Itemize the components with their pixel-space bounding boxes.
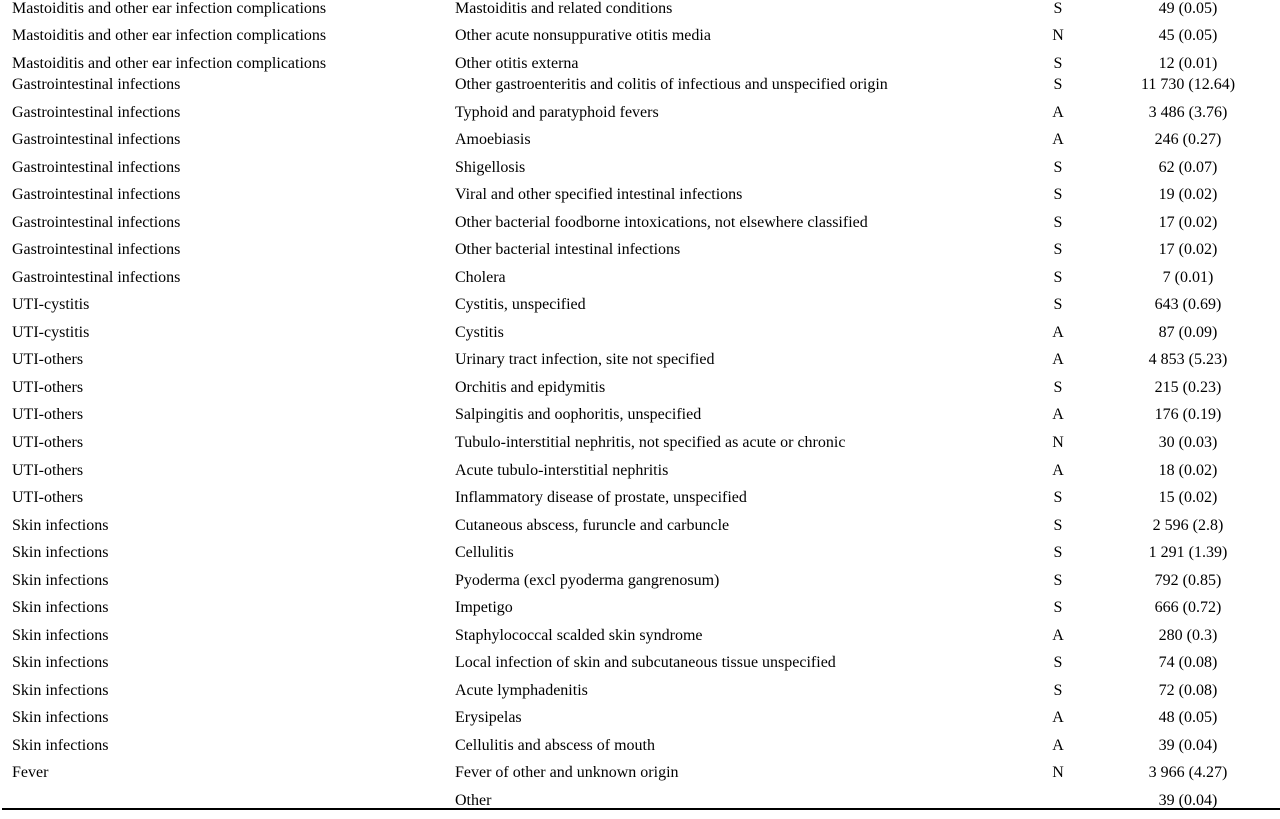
count-cell: 39 (0.04): [1158, 737, 1218, 754]
class-cell: S: [1053, 186, 1063, 203]
diagnosis-cell: Acute tubulo-interstitial nephritis: [455, 462, 669, 479]
table-row: [0, 517, 1280, 544]
group-cell: Gastrointestinal infections: [12, 186, 181, 203]
diagnosis-cell: Amoebiasis: [455, 131, 531, 148]
count-cell: 30 (0.03): [1158, 434, 1218, 451]
table-row: [0, 654, 1280, 681]
diagnosis-cell: Mastoiditis and related conditions: [455, 0, 673, 17]
diagnosis-cell: Typhoid and paratyphoid fevers: [455, 104, 659, 121]
count-cell: 4 853 (5.23): [1148, 351, 1228, 368]
count-cell: 18 (0.02): [1158, 462, 1218, 479]
diagnosis-cell: Local infection of skin and subcutaneous tissue unspecified: [455, 654, 836, 671]
table-row: [0, 186, 1280, 213]
class-cell: S: [1053, 296, 1063, 313]
count-cell: 666 (0.72): [1154, 599, 1222, 616]
table-row: [0, 104, 1280, 131]
table-row: [0, 709, 1280, 736]
class-cell: S: [1053, 544, 1063, 561]
group-cell: UTI-others: [12, 351, 84, 368]
class-cell: S: [1053, 682, 1063, 699]
table-row: [0, 682, 1280, 709]
count-cell: 3 486 (3.76): [1148, 104, 1228, 121]
diagnosis-cell: Viral and other specified intestinal infections: [455, 186, 743, 203]
count-cell: 15 (0.02): [1158, 489, 1218, 506]
count-cell: 246 (0.27): [1154, 131, 1222, 148]
diagnosis-cell: Salpingitis and oophoritis, unspecified: [455, 406, 702, 423]
diagnosis-cell: Cholera: [455, 269, 506, 286]
table-row: [0, 737, 1280, 764]
diagnosis-cell: Inflammatory disease of prostate, unspecified: [455, 489, 747, 506]
group-cell: Gastrointestinal infections: [12, 76, 181, 93]
table-row: [0, 296, 1280, 323]
count-cell: 39 (0.04): [1158, 792, 1218, 809]
class-cell: S: [1053, 269, 1063, 286]
table-row: [0, 462, 1280, 489]
table-row: [0, 269, 1280, 296]
table-row: [0, 434, 1280, 461]
diagnosis-cell: Other otitis externa: [455, 55, 579, 72]
diagnosis-cell: Tubulo-interstitial nephritis, not specified as acute or chronic: [455, 434, 846, 451]
table-row: [0, 27, 1280, 54]
class-cell: S: [1053, 572, 1063, 589]
class-cell: S: [1053, 517, 1063, 534]
group-cell: UTI-cystitis: [12, 296, 90, 313]
table-row: [0, 379, 1280, 406]
class-cell: A: [1052, 737, 1064, 754]
group-cell: Mastoiditis and other ear infection complications: [12, 0, 327, 17]
count-cell: 643 (0.69): [1154, 296, 1222, 313]
diagnosis-cell: Other: [455, 792, 492, 809]
count-cell: 176 (0.19): [1154, 406, 1222, 423]
group-cell: UTI-others: [12, 462, 84, 479]
count-cell: 792 (0.85): [1154, 572, 1222, 589]
group-cell: Skin infections: [12, 682, 109, 699]
table-bottom-rule: [2, 808, 1280, 810]
diagnosis-cell: Acute lymphadenitis: [455, 682, 588, 699]
count-cell: 87 (0.09): [1158, 324, 1218, 341]
count-cell: 74 (0.08): [1158, 654, 1218, 671]
class-cell: A: [1052, 324, 1064, 341]
table-row: [0, 764, 1280, 791]
diagnosis-cell: Shigellosis: [455, 159, 526, 176]
count-cell: 17 (0.02): [1158, 214, 1218, 231]
count-cell: 215 (0.23): [1154, 379, 1222, 396]
count-cell: 11 730 (12.64): [1140, 76, 1236, 93]
group-cell: UTI-others: [12, 434, 84, 451]
group-cell: UTI-cystitis: [12, 324, 90, 341]
class-cell: S: [1053, 0, 1063, 17]
class-cell: A: [1052, 462, 1064, 479]
diagnosis-cell: Staphylococcal scalded skin syndrome: [455, 627, 703, 644]
count-cell: 12 (0.01): [1158, 55, 1218, 72]
class-cell: S: [1053, 214, 1063, 231]
count-cell: 17 (0.02): [1158, 241, 1218, 258]
table-row: [0, 0, 1280, 27]
table-row: [0, 76, 1280, 103]
class-cell: A: [1052, 406, 1064, 423]
diagnosis-cell: Cellulitis and abscess of mouth: [455, 737, 655, 754]
count-cell: 280 (0.3): [1158, 627, 1218, 644]
diagnosis-cell: Cutaneous abscess, furuncle and carbuncle: [455, 517, 730, 534]
class-cell: S: [1053, 55, 1063, 72]
table-row: [0, 627, 1280, 654]
table-row: [0, 131, 1280, 158]
table-row: [0, 544, 1280, 571]
diagnosis-cell: Other gastroenteritis and colitis of infectious and unspecified origin: [455, 76, 888, 93]
diagnosis-cell: Cellulitis: [455, 544, 514, 561]
diagnosis-cell: Erysipelas: [455, 709, 522, 726]
diagnosis-cell: Orchitis and epidymitis: [455, 379, 606, 396]
group-cell: Skin infections: [12, 517, 109, 534]
class-cell: S: [1053, 241, 1063, 258]
class-cell: S: [1053, 599, 1063, 616]
group-cell: Gastrointestinal infections: [12, 104, 181, 121]
count-cell: 72 (0.08): [1158, 682, 1218, 699]
class-cell: S: [1053, 379, 1063, 396]
table-row: [0, 159, 1280, 186]
table-row: [0, 792, 1280, 819]
group-cell: Gastrointestinal infections: [12, 159, 181, 176]
diagnosis-cell: Cystitis: [455, 324, 504, 341]
group-cell: Gastrointestinal infections: [12, 131, 181, 148]
table-row: [0, 599, 1280, 626]
count-cell: 45 (0.05): [1158, 27, 1218, 44]
diagnosis-cell: Other bacterial intestinal infections: [455, 241, 681, 258]
diagnosis-cell: Other bacterial foodborne intoxications, not elsewhere classified: [455, 214, 868, 231]
group-cell: UTI-others: [12, 406, 84, 423]
group-cell: Gastrointestinal infections: [12, 214, 181, 231]
diagnosis-cell: Pyoderma (excl pyoderma gangrenosum): [455, 572, 720, 589]
class-cell: S: [1053, 76, 1063, 93]
diagnosis-cell: Cystitis, unspecified: [455, 296, 586, 313]
group-cell: UTI-others: [12, 489, 84, 506]
class-cell: A: [1052, 709, 1064, 726]
count-cell: 19 (0.02): [1158, 186, 1218, 203]
group-cell: Skin infections: [12, 544, 109, 561]
table-row: [0, 406, 1280, 433]
group-cell: Fever: [12, 764, 49, 781]
class-cell: A: [1052, 627, 1064, 644]
group-cell: Skin infections: [12, 737, 109, 754]
group-cell: UTI-others: [12, 379, 84, 396]
group-cell: Mastoiditis and other ear infection complications: [12, 55, 327, 72]
group-cell: Gastrointestinal infections: [12, 269, 181, 286]
class-cell: N: [1052, 434, 1064, 451]
count-cell: 3 966 (4.27): [1148, 764, 1228, 781]
diagnosis-cell: Urinary tract infection, site not specified: [455, 351, 715, 368]
group-cell: Gastrointestinal infections: [12, 241, 181, 258]
table-row: [0, 241, 1280, 268]
group-cell: Skin infections: [12, 599, 109, 616]
class-cell: S: [1053, 654, 1063, 671]
count-cell: 62 (0.07): [1158, 159, 1218, 176]
group-cell: Skin infections: [12, 627, 109, 644]
table-row: [0, 572, 1280, 599]
count-cell: 2 596 (2.8): [1152, 517, 1224, 534]
class-cell: A: [1052, 351, 1064, 368]
group-cell: Skin infections: [12, 709, 109, 726]
class-cell: S: [1053, 489, 1063, 506]
class-cell: N: [1052, 764, 1064, 781]
class-cell: A: [1052, 104, 1064, 121]
class-cell: N: [1052, 27, 1064, 44]
diagnosis-cell: Fever of other and unknown origin: [455, 764, 679, 781]
class-cell: S: [1053, 159, 1063, 176]
group-cell: Mastoiditis and other ear infection complications: [12, 27, 327, 44]
count-cell: 48 (0.05): [1158, 709, 1218, 726]
diagnosis-cell: Impetigo: [455, 599, 513, 616]
group-cell: Skin infections: [12, 572, 109, 589]
table-row: [0, 351, 1280, 378]
count-cell: 49 (0.05): [1158, 0, 1218, 17]
count-cell: 7 (0.01): [1162, 269, 1214, 286]
group-cell: Skin infections: [12, 654, 109, 671]
diagnosis-cell: Other acute nonsuppurative otitis media: [455, 27, 711, 44]
class-cell: A: [1052, 131, 1064, 148]
count-cell: 1 291 (1.39): [1148, 544, 1228, 561]
table-row: [0, 324, 1280, 351]
table-row: [0, 214, 1280, 241]
table-row: [0, 489, 1280, 516]
